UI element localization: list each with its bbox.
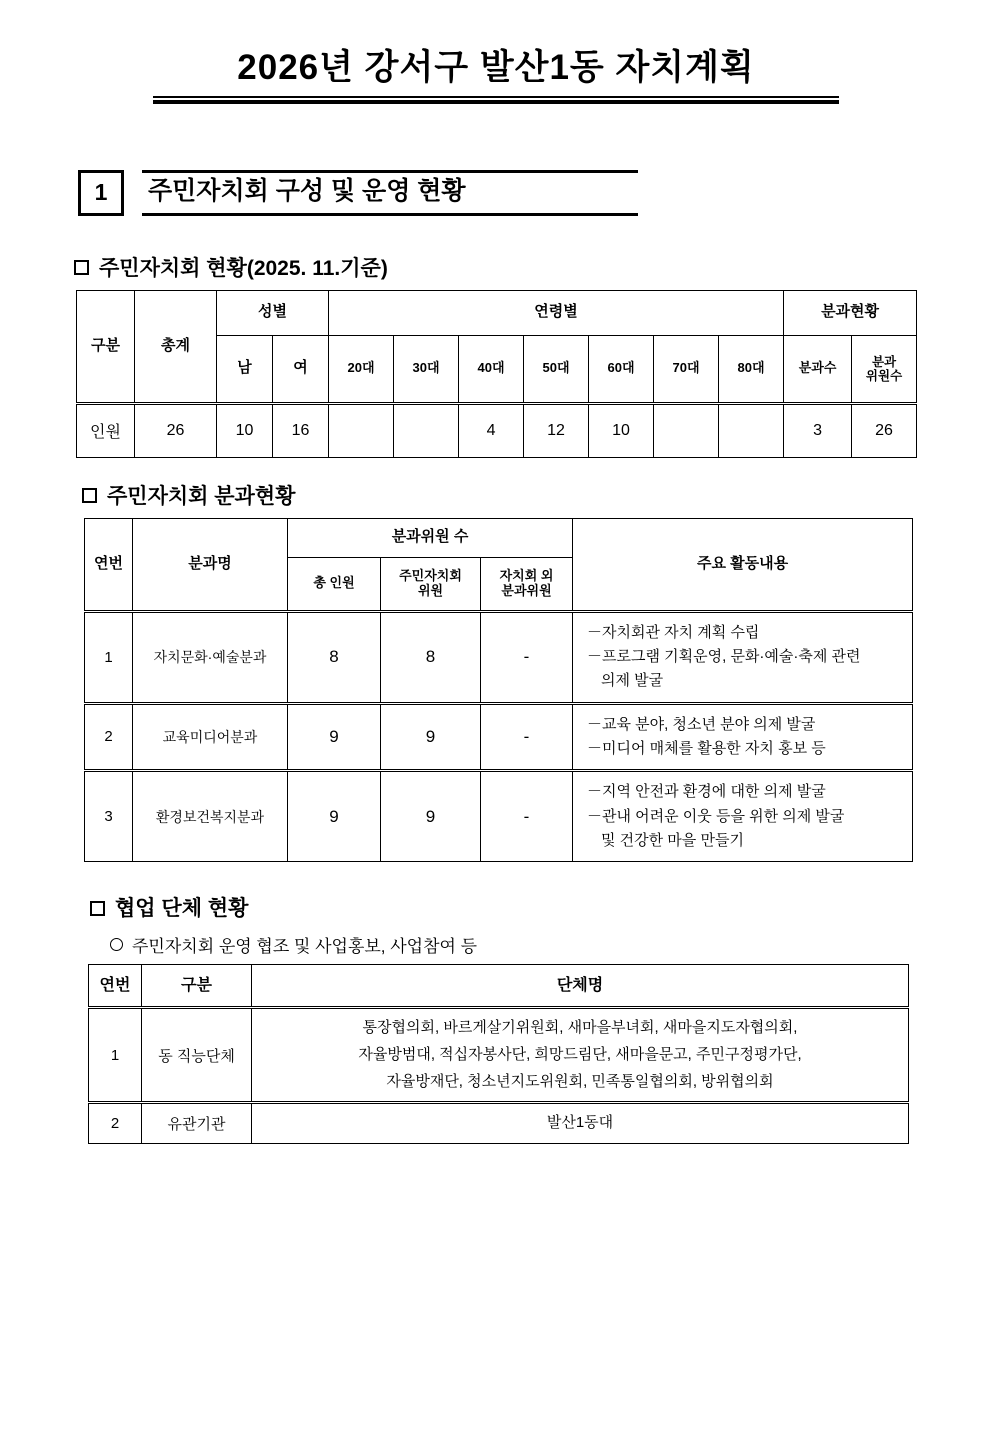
- partner-bullet-text: 주민자치회 운영 협조 및 사업홍보, 사업참여 등: [132, 937, 478, 957]
- page-title: 2026년 강서구 발산1동 자치계획: [237, 48, 755, 87]
- cell-total-members: 9: [288, 771, 381, 862]
- partner-org-table: [88, 964, 909, 1144]
- section-header: [78, 170, 638, 216]
- cell-total-members: 9: [288, 703, 381, 771]
- cell-org-names: [252, 1008, 909, 1103]
- header-female: 여: [273, 335, 329, 403]
- header-age30: 30대: [394, 335, 459, 403]
- subsection-title-partner-status: 협업 단체 현황: [115, 897, 249, 921]
- table-row: [77, 403, 917, 457]
- activity-line: －미디어 매체를 활용한 자치 홍보 등: [587, 739, 826, 757]
- cell-index: 2: [89, 1103, 142, 1144]
- cell-row-label: 인원: [77, 403, 135, 457]
- section-title: 주민자치회 구성 및 운영 현황: [148, 177, 466, 206]
- cell-activities: [573, 611, 913, 703]
- cell-index: 3: [85, 771, 133, 862]
- cell-branch-member-count: 26: [852, 403, 917, 457]
- org-line: 자율방범대, 적십자봉사단, 희망드림단, 새마을문고, 주민구정평가단,: [358, 1045, 802, 1063]
- header-gubun: 구분: [77, 290, 135, 403]
- header-total: 총계: [135, 290, 217, 403]
- table-row: [85, 703, 913, 771]
- cell-category: 유관기관: [142, 1103, 252, 1144]
- header-age80: 80대: [719, 335, 784, 403]
- header-age-group: 연령별: [329, 290, 784, 335]
- cell-age20: [329, 403, 394, 457]
- org-line: 자율방재단, 청소년지도위원회, 민족통일협의회, 방위협의회: [386, 1072, 774, 1090]
- cell-branch-name: 환경보건복지분과: [133, 771, 288, 862]
- cell-category: 동 직능단체: [142, 1008, 252, 1103]
- cell-age80: [719, 403, 784, 457]
- branch-status-table: [84, 518, 913, 862]
- cell-org-names: [252, 1103, 909, 1144]
- table-row: [89, 1008, 909, 1103]
- header-council-members-line2: 위원: [417, 582, 444, 598]
- header-branch-count: 분과수: [784, 335, 852, 403]
- cell-age50: 12: [524, 403, 589, 457]
- cell-age30: [394, 403, 459, 457]
- cell-total-members: 8: [288, 611, 381, 703]
- council-status-table: [76, 290, 917, 458]
- cell-female: 16: [273, 403, 329, 457]
- cell-external-members: -: [481, 703, 573, 771]
- header-org-name: 단체명: [252, 965, 909, 1008]
- cell-external-members: -: [481, 771, 573, 862]
- cell-activities: [573, 703, 913, 771]
- header-external-members-line2: 분과위원: [501, 582, 552, 598]
- header-council-members: [381, 557, 481, 611]
- header-age50: 50대: [524, 335, 589, 403]
- cell-branch-count: 3: [784, 403, 852, 457]
- header-external-members: [481, 557, 573, 611]
- activity-line: －자치회관 자치 계획 수립: [587, 623, 760, 641]
- header-branch-member-count: [852, 335, 917, 403]
- header-index: 연번: [89, 965, 142, 1008]
- cell-council-members: 9: [381, 703, 481, 771]
- square-checkbox-icon: [74, 260, 89, 275]
- cell-index: 1: [85, 611, 133, 703]
- cell-total: 26: [135, 403, 217, 457]
- header-branch-group: 분과현황: [784, 290, 917, 335]
- header-branch-member-line1: 분과: [871, 354, 897, 369]
- header-age60: 60대: [589, 335, 654, 403]
- subsection-title-branch-status: 주민자치회 분과현황: [107, 484, 296, 508]
- table-header-row: [89, 965, 909, 1008]
- title-double-underline: [153, 96, 839, 104]
- activity-line-continued: 의제 발굴: [601, 672, 664, 690]
- activity-line: －프로그램 기획운영, 문화·예술·축제 관련: [587, 648, 861, 666]
- header-member-group: 분과위원 수: [288, 518, 573, 557]
- org-line: 통장협의회, 바르게살기위원회, 새마을부녀회, 새마을지도자협의회,: [362, 1019, 798, 1037]
- header-council-members-line1: 주민자치회: [399, 568, 462, 584]
- cell-index: 1: [89, 1008, 142, 1103]
- subsection-header-council-status: [74, 252, 992, 282]
- cell-age40: 4: [459, 403, 524, 457]
- activity-line: －교육 분야, 청소년 분야 의제 발굴: [587, 715, 816, 733]
- cell-male: 10: [217, 403, 273, 457]
- table-row: [85, 771, 913, 862]
- org-line: 발산1동대: [546, 1114, 614, 1132]
- document-page: [0, 46, 992, 1449]
- table-row: [85, 611, 913, 703]
- circle-bullet-icon: [110, 938, 123, 951]
- table-group-header-row: [85, 518, 913, 557]
- cell-index: 2: [85, 703, 133, 771]
- cell-branch-name: 자치문화·예술분과: [133, 611, 288, 703]
- header-age20: 20대: [329, 335, 394, 403]
- header-branch-name: 분과명: [133, 518, 288, 611]
- header-category: 구분: [142, 965, 252, 1008]
- partner-bullet-note: [110, 932, 992, 957]
- cell-age60: 10: [589, 403, 654, 457]
- section-title-bar: [142, 170, 638, 216]
- header-activities: 주요 활동내용: [573, 518, 913, 611]
- cell-activities: [573, 771, 913, 862]
- cell-external-members: -: [481, 611, 573, 703]
- cell-council-members: 8: [381, 611, 481, 703]
- cell-age70: [654, 403, 719, 457]
- subsection-header-branch-status: [82, 480, 992, 510]
- section-number-box: 1: [78, 170, 124, 216]
- header-gender-group: 성별: [217, 290, 329, 335]
- header-age70: 70대: [654, 335, 719, 403]
- square-checkbox-icon: [82, 488, 97, 503]
- cell-branch-name: 교육미디어분과: [133, 703, 288, 771]
- subsection-title-council-status: 주민자치회 현황(2025. 11.기준): [99, 256, 388, 280]
- header-index: 연번: [85, 518, 133, 611]
- header-branch-member-line2: 위원수: [865, 368, 903, 383]
- activity-line-continued: 및 건강한 마을 만들기: [601, 831, 744, 849]
- table-group-header-row: [77, 290, 917, 335]
- cell-council-members: 9: [381, 771, 481, 862]
- activity-line: －관내 어려운 이웃 등을 위한 의제 발굴: [587, 807, 845, 825]
- square-checkbox-icon: [90, 901, 105, 916]
- document-title-block: [0, 46, 992, 104]
- header-external-members-line1: 자치회 외: [499, 568, 554, 584]
- header-total-members: 총 인원: [288, 557, 381, 611]
- activity-line: －지역 안전과 환경에 대한 의제 발굴: [587, 783, 826, 801]
- header-age40: 40대: [459, 335, 524, 403]
- table-row: [89, 1103, 909, 1144]
- subsection-header-partner-status: [90, 892, 992, 922]
- header-male: 남: [217, 335, 273, 403]
